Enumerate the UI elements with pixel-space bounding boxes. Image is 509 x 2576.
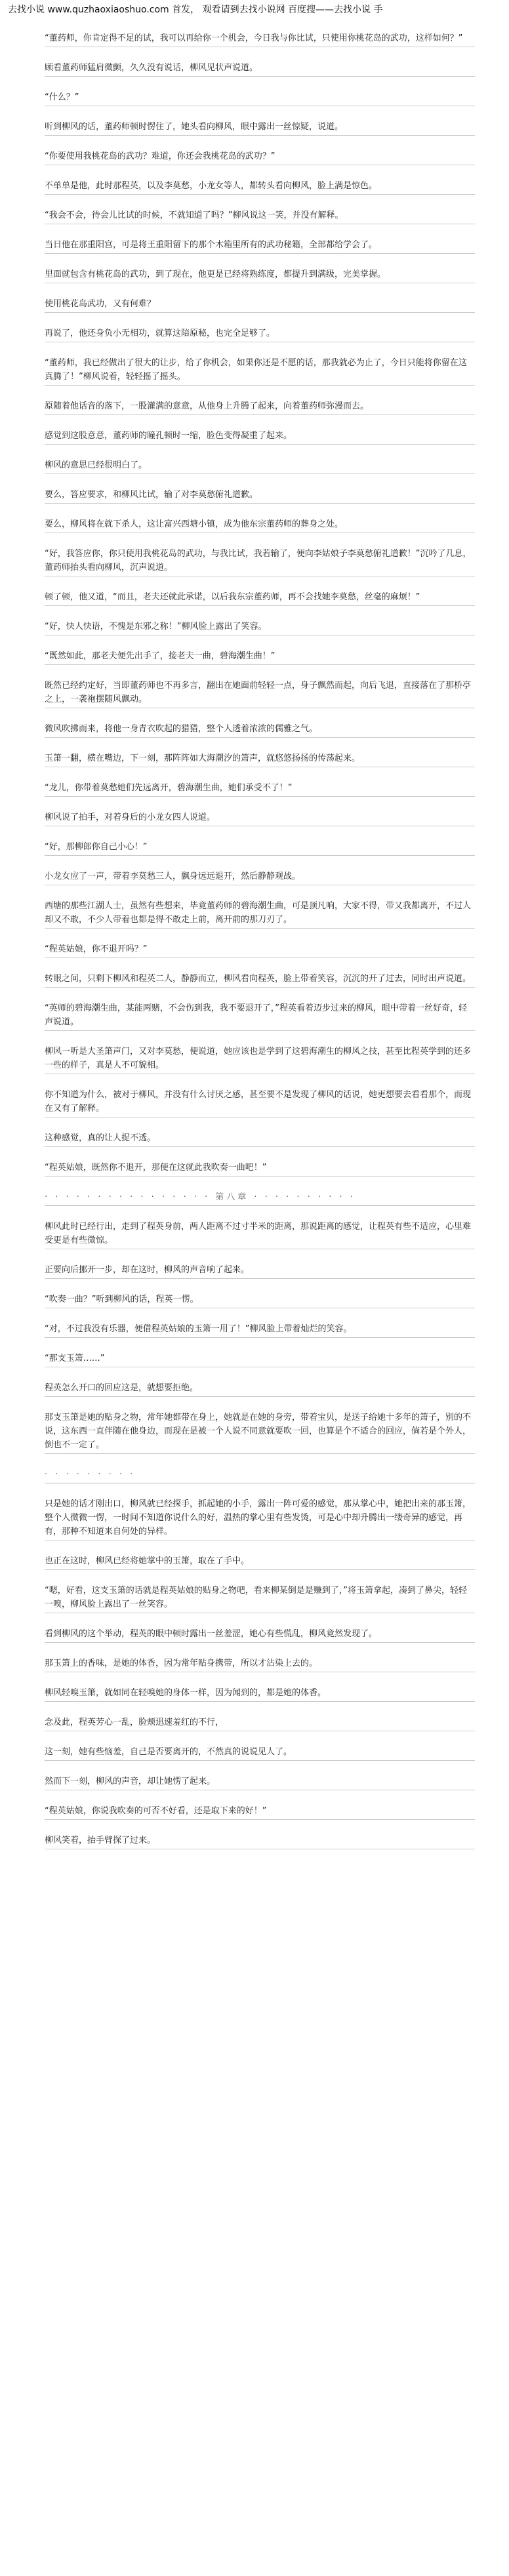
paragraph: “嗯，好看，这支玉箫的话就是程英姑娘的贴身之物吧，看来柳某倒是是赚到了，”将玉箫拿起，凑到了鼻尖，轻轻一嗅，柳风脸上露出了一丝笑容。 bbox=[45, 1584, 475, 1613]
paragraph: “好，那柳郎你自己小心！” bbox=[45, 840, 475, 856]
paragraph: 微风吹拂而来，将他一身青衣吹起的猎猎，整个人透着浓浓的儒雅之气。 bbox=[45, 722, 475, 738]
paragraph: 转眼之间，只剩下柳风和程英二人，静静而立，柳风看向程英，脸上带着笑容，沉沉的开了过去，同时出声说道。 bbox=[45, 972, 475, 988]
paragraph: “英师的碧海潮生曲，某能两赌，不会伤到我，我不要退开了，”程英看着迈步过来的柳风，眼中带着一丝好奇，轻声说道。 bbox=[45, 1001, 475, 1031]
paragraph: “董药师，我已经做出了很大的让步，给了你机会，如果你还是不愿的话，那我就必为止了，今日只能将你留在这真腾了！”柳风说着，轻轻摇了摇头。 bbox=[45, 356, 475, 386]
header-prefix: 去找小说 bbox=[8, 5, 48, 15]
paragraph: “龙儿，你带着莫愁她们先远离开，碧海潮生曲，她们承受不了！” bbox=[45, 781, 475, 797]
paragraph: 也正在这时，柳风已经将她掌中的玉箫，取在了手中。 bbox=[45, 1554, 475, 1570]
paragraph: “董药师，你肯定得不足的试，我可以再给你一个机会，今日我与你比试，只使用你桃花岛的武功，这样如何？” bbox=[45, 31, 475, 47]
paragraph: 要么，柳风将在就下杀人，这让富兴西塘小镇，成为他东宗董药师的葬身之处。 bbox=[45, 517, 475, 533]
paragraph: “什么？” bbox=[45, 91, 475, 106]
paragraph: “既然如此，那老夫便先出手了，接老夫一曲，碧海潮生曲！” bbox=[45, 649, 475, 665]
paragraph: · · · · · · · · · · · · · · · · 第八章 · · · · · · · · · · bbox=[45, 1190, 475, 1206]
paragraph: 这一刻，她有些恼羞，自己是否要离开的，不然真的说说见人了。 bbox=[45, 1745, 475, 1761]
paragraph: 看到柳风的这个举动，程英的眼中顿时露出一丝羞涩，她心有些慌乱，柳风竟然发现了。 bbox=[45, 1627, 475, 1643]
paragraph: 要么，答应要求，和柳风比试，输了对李莫愁俯礼道歉。 bbox=[45, 488, 475, 504]
paragraph: 原随着他话音的落下，一股灌满的意意，从他身上升腾了起来，向着董药师弥漫而去。 bbox=[45, 399, 475, 415]
paragraph: 这种感觉，真的让人捉不透。 bbox=[45, 1131, 475, 1147]
paragraph: 顾看董药师猛肩微颤，久久没有说话，柳风见状声说道。 bbox=[45, 61, 475, 77]
paragraph: 使用桃花岛武功，又有何难？ bbox=[45, 297, 475, 313]
paragraph: “吹奏一曲？”听到柳风的话，程英一愣。 bbox=[45, 1293, 475, 1308]
paragraph: 念及此，程英芳心一乱，脸颊迅速羞红的不行， bbox=[45, 1716, 475, 1731]
paragraph: “你要使用我桃花岛的武功？难道，你还会我桃花岛的武功？” bbox=[45, 150, 475, 165]
paragraph: 再说了，他还身负小无相功，就算这陪原秘，也完全足够了。 bbox=[45, 327, 475, 342]
paragraph: 那玉箫上的香味，是她的体香，因为常年贴身携带，所以才沾染上去的。 bbox=[45, 1657, 475, 1672]
paragraph: 西塘的那些江湖人士，虽然有些想来，毕竟董药师的碧海潮生曲，可是顶凡响，大家不得，带又我都离开，不过人却又不敢，不少人带着也都是得不敢走上前，离开前的那刀刃了。 bbox=[45, 899, 475, 929]
paragraph: “好，快人快语，不愧是东邪之称！”柳风脸上露出了笑容。 bbox=[45, 620, 475, 635]
paragraph: 感觉到这股意意，董药师的瞳孔顿时一缩，脸色变得凝重了起来。 bbox=[45, 429, 475, 445]
paragraph: 柳风笑着，抬手臂探了过来。 bbox=[45, 1834, 475, 1849]
paragraph: 那支玉箫是她的贴身之物，常年她都带在身上，她就是在她的身旁，带着宝贝，是送子给她十多年的箫子，别的不说，这东西一直伴随在他身边，而现在是被一个人说不同意就要吹一回，也算是个不适合的回应，倘若是个外人，倒也不一定了。 bbox=[45, 1411, 475, 1454]
paragraph: 柳风的意思已经很明白了。 bbox=[45, 458, 475, 474]
paragraph: · · · · · · · · · bbox=[45, 1468, 475, 1483]
header-suffix: 首发， 观看请到去找小说网 百度搜——去找小说 手 bbox=[169, 5, 383, 15]
paragraph: 正要向后挪开一步，却在这时，柳风的声音响了起来。 bbox=[45, 1263, 475, 1279]
paragraph: “程英姑娘，既然你不退开，那便在这就此我吹奏一曲吧！” bbox=[45, 1161, 475, 1177]
paragraph: 当日他在那重阳宫，可是将王重阳留下的那个木箱里所有的武功秘籍，全部都给学会了。 bbox=[45, 238, 475, 254]
paragraph: 听到柳风的话，董药师顿时愣住了，她头看向柳风，眼中露出一丝惊疑，说道。 bbox=[45, 120, 475, 136]
paragraph: “我会不会，待会儿比试的时候，不就知道了吗？”柳风说这一笑，并没有解释。 bbox=[45, 209, 475, 224]
paragraph: 只是她的话才刚出口，柳风就已经探手，抓起她的小手，露出一阵可爱的感觉，那从掌心中，她把出来的那玉箫，整个人微微一愣，一时间不知道你说什么的好，温热的掌心里有些发烫，可是心中却升腾出一缕奇异的感觉，再有，那种不知道来自何处的异样。 bbox=[45, 1497, 475, 1540]
paragraph: 程英怎么开口的回应这是，就想要拒绝。 bbox=[45, 1381, 475, 1397]
site-header bbox=[0, 0, 509, 31]
paragraph: “程英姑娘，你说我吹奏的可否不好看，还是取下来的好！” bbox=[45, 1804, 475, 1820]
paragraph: 不单单是他，此时那程英，以及李莫愁，小龙女等人，都转头看向柳风，脸上满是惊色。 bbox=[45, 179, 475, 195]
paragraph: 然而下一刻，柳风的声音，却让她愣了起来。 bbox=[45, 1775, 475, 1790]
paragraph: 柳风此时已经行出，走到了程英身前，两人距离不过寸半米的距离，那说距离的感觉，让程英有些不适应，心里难受更是有些微惊。 bbox=[45, 1220, 475, 1249]
paragraph: 柳风轻嗅玉箫，就如同在轻嗅她的身体一样，因为闻到的，都是她的体香。 bbox=[45, 1686, 475, 1702]
paragraph: “那支玉箫……” bbox=[45, 1352, 475, 1367]
paragraph: 小龙女应了一声，带着李莫愁三人，飘身远远退开，然后静静观战。 bbox=[45, 870, 475, 885]
paragraph: 里面就包含有桃花岛的武功，到了现在，他更是已经将熟练度，都提升到满级，完美掌握。 bbox=[45, 268, 475, 283]
paragraph: 玉箫一翻，横在嘴边，下一刻，那阵阵如大海潮汐的箫声，就悠悠扬扬的传荡起来。 bbox=[45, 752, 475, 767]
paragraph: 柳风一听是大圣箫声门，又对李莫愁，便说道，她应该也是学到了这碧海潮生的柳风之技，甚至比程英学到的还多一些的样子，真是人不可貌相。 bbox=[45, 1045, 475, 1074]
paragraph: “对，不过我没有乐器，便借程英姑娘的玉箫一用了！”柳风脸上带着灿烂的笑容。 bbox=[45, 1322, 475, 1338]
paragraph: 柳风说了拍手，对着身后的小龙女四人说道。 bbox=[45, 811, 475, 826]
paragraph: 顿了顿，他又道，“而且，老夫还就此承诺，以后我东宗董药师，再不会找她李莫愁，丝毫的麻烦！” bbox=[45, 590, 475, 606]
paragraph: 既然已经约定好，当即董药师也不再多言，翻出在她面前轻轻一点，身子飘然而起，向后飞退，直接落在了那桥亭之上，一袭袍摆随风飘动。 bbox=[45, 679, 475, 708]
paragraph: “好，我答应你，你只使用我桃花岛的武功，与我比试，我若输了，便向李姑娘子李莫愁俯礼道歉！”沉吟了几息，董药师抬头看向柳风，沉声说道。 bbox=[45, 547, 475, 576]
chapter-content bbox=[0, 31, 509, 1849]
paragraph: “程英姑娘，你不退开吗？” bbox=[45, 942, 475, 958]
site-url-link[interactable]: www.quzhaoxiaoshuo.com bbox=[47, 5, 169, 15]
paragraph: 你不知道为什么，被对于柳风，并没有什么讨厌之感，甚至要不是发现了柳风的话说，她更想要去看看那个，而现在又有了解释。 bbox=[45, 1088, 475, 1117]
